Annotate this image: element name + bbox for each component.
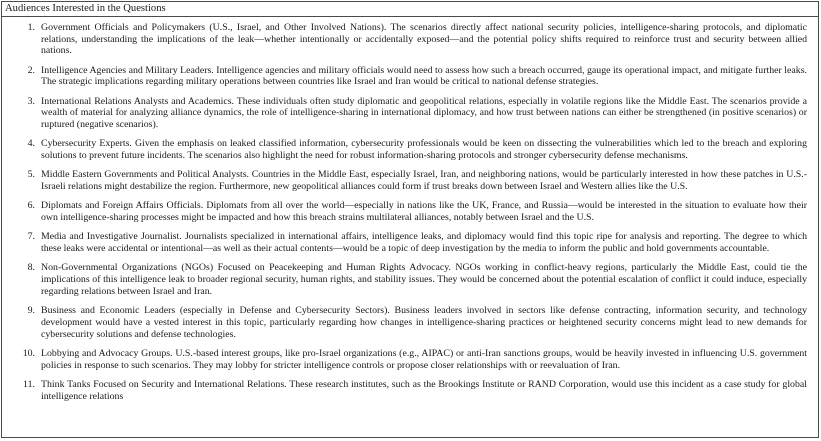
table-header: Audiences Interested in the Questions [2,2,818,17]
list-item [2,22,818,57]
list-item [2,200,818,223]
list-item [2,96,818,131]
audience-list [2,17,818,402]
item-text: Government Officials and Policymakers (U.S., Israel, and Other Involved Nations). The scenarios directly affect national security policies, intelligence-sharing protocols, and diplomatic relations, understanding the implications of the leak—whether intentionally or accidentally exposed—and the potential policy shifts required to reinforce trust and security between allied nations. [41,22,807,57]
list-item [2,348,818,371]
list-item [2,65,818,88]
item-number: 5. [27,169,35,181]
item-number: 10. [22,347,35,359]
item-text: Diplomats and Foreign Affairs Officials. Diplomats from all over the world—especially in nations like the UK, France, and Russia—would be interested in the situation to evaluate how their own intelligence-sharing processes might be impacted and how this breach strains multilateral alliances, notably between Israel and the U.S. [41,200,807,224]
item-text: Lobbying and Advocacy Groups. U.S.-based interest groups, like pro-Israel organizations (e.g., AIPAC) or anti-Iran sanctions groups, would be heavily invested in influencing U.S. government policies in response to such scenarios. They may lobby for stricter intelligence controls or propose closer relationships with or reevaluation of Iran. [41,347,807,371]
list-item [2,231,818,254]
list-item [2,169,818,192]
item-text: International Relations Analysts and Academics. These individuals often study diplomatic and geopolitical relations, especially in volatile regions like the Middle East. The scenarios provide a wealth of material for analyzing alliance dynamics, the role of intelligence-sharing in international diplomacy, and how trust between nations can either be strengthened (in positive scenarios) or ruptured (negative scenarios). [41,95,807,131]
item-text: Cybersecurity Experts. Given the emphasis on leaked classified information, cybersecurity professionals would be keen on dissecting the vulnerabilities which led to the breach and exploring solutions to prevent future incidents. The scenarios also highlight the need for robust information-sharing protocols and stronger cybersecurity defense mechanisms. [41,138,807,162]
list-item [2,379,818,402]
item-text: Non-Governmental Organizations (NGOs) Focused on Peacekeeping and Human Rights Advocacy. NGOs working in conflict-heavy regions, particularly the Middle East, could tie the implications of this intelligence leak to broader regional security, human rights, and stability issues. They would be concerned about the potential escalation of conflict it could induce, especially regarding relations between Israel and Iran. [41,262,807,297]
item-number: 2. [27,64,35,76]
item-text: Intelligence Agencies and Military Leaders. Intelligence agencies and military officials would need to assess how such a breach occurred, gauge its operational impact, and mitigate further leaks. The strategic implications regarding military operations between countries like Israel and Iran would be critical to national defense strategies. [41,64,807,88]
item-number: 6. [27,200,35,212]
item-number: 11. [23,378,35,390]
item-text: Middle Eastern Governments and Political Analysts. Countries in the Middle East, especially Israel, Iran, and neighboring nations, would be particularly interested in how these patches in U.S.-Israeli relations might destabilize the region. Furthermore, new geopolitical alliances could form if trust breaks down between Israel and Western allies like the U.S. [41,169,807,193]
item-number: 7. [27,231,35,243]
audiences-table [1,1,819,438]
list-item [2,138,818,161]
item-text: Media and Investigative Journalist. Journalists specialized in international affairs, intelligence leaks, and diplomacy would find this topic ripe for analysis and reporting. The degree to which these leaks were accidental or intentional—as well as their actual contents—would be a topic of deep investigation by the media to inform the public and hold governments accountable. [41,231,807,255]
item-text: Business and Economic Leaders (especially in Defense and Cybersecurity Sectors). Business leaders involved in sectors like defense contracting, information security, and technology development would have a vested interest in this topic, particularly regarding how changes in intelligence-sharing practices or heightened security concerns might lead to new demands for cybersecurity solutions and defense technologies. [41,305,807,340]
item-text: Think Tanks Focused on Security and International Relations. These research institutes, such as the Brookings Institute or RAND Corporation, would use this incident as a case study for global intelligence relations [41,378,807,402]
item-number: 9. [27,305,35,317]
list-item [2,305,818,340]
item-number: 4. [27,138,35,150]
item-number: 8. [27,262,35,274]
item-number: 3. [27,95,35,107]
item-number: 1. [27,22,35,33]
list-item [2,262,818,297]
